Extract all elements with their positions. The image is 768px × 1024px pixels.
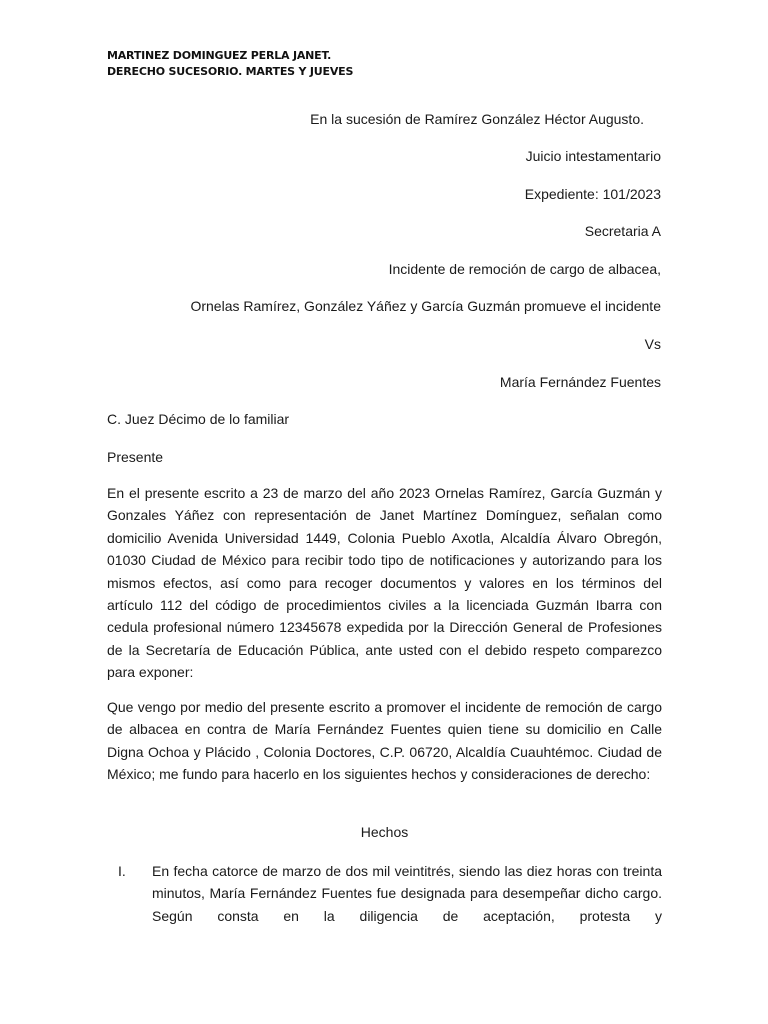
- caption-juicio: Juicio intestamentario: [525, 148, 661, 164]
- addressee-presente: Presente: [107, 449, 164, 465]
- caption-expediente: Expediente: 101/2023: [524, 186, 661, 202]
- addressee-juez: C. Juez Décimo de lo familiar: [107, 411, 290, 427]
- caption-vs: Vs: [644, 336, 661, 352]
- course-name: DERECHO SUCESORIO. MARTES Y JUEVES: [107, 65, 354, 78]
- caption-promoventes: Ornelas Ramírez, González Yáñez y García Guzmán promueve el incidente: [190, 298, 661, 314]
- hecho-text: En fecha catorce de marzo de dos mil veintitrés, siendo las diez horas con treinta minutos, María Fernández Fuentes fue designada para desempeñar dicho cargo. Según consta en la diligencia de aceptación, protesta y: [152, 863, 662, 924]
- body-paragraph-1: En el presente escrito a 23 de marzo del año 2023 Ornelas Ramírez, García Guzmán y Gonzales Yáñez con representación de Janet Martínez Domínguez, señalan como domicilio Avenida Universidad 1449, Colonia Pueblo Axotla, Alcaldía Álvaro Obregón, 01030 Ciudad de México para recibir todo tipo de notificaciones y autorizando para los mismos efectos, así como para recoger documentos y valores en los términos del artículo 112 del código de procedimientos civiles a la licenciada Guzmán Ibarra con cedula profesional número 12345678 expedida por la Dirección General de Profesiones de la Secretaría de Educación Pública, ante usted con el debido respeto comparezco para exponer:: [107, 485, 662, 681]
- caption-incidente: Incidente de remoción de cargo de albacea,: [388, 261, 661, 277]
- author-name: MARTINEZ DOMINGUEZ PERLA JANET.: [107, 49, 332, 62]
- caption-secretaria: Secretaria A: [584, 223, 661, 239]
- caption-demandada: María Fernández Fuentes: [499, 374, 661, 390]
- section-title-hechos: Hechos: [360, 824, 409, 840]
- body-paragraph-2: Que vengo por medio del presente escrito a promover el incidente de remoción de cargo de albacea en contra de María Fernández Fuentes quien tiene su domicilio en Calle Digna Ochoa y Plácido , Colonia Doctores, C.P. 06720, Alcaldía Cuauhtémoc. Ciudad de México; me fundo para hacerlo en los siguientes hechos y consideraciones de derecho:: [107, 699, 662, 783]
- document-header: [107, 48, 353, 80]
- caption-sucesion: En la sucesión de Ramírez González Héctor Augusto.: [310, 111, 644, 127]
- hecho-marker: I.: [118, 863, 126, 879]
